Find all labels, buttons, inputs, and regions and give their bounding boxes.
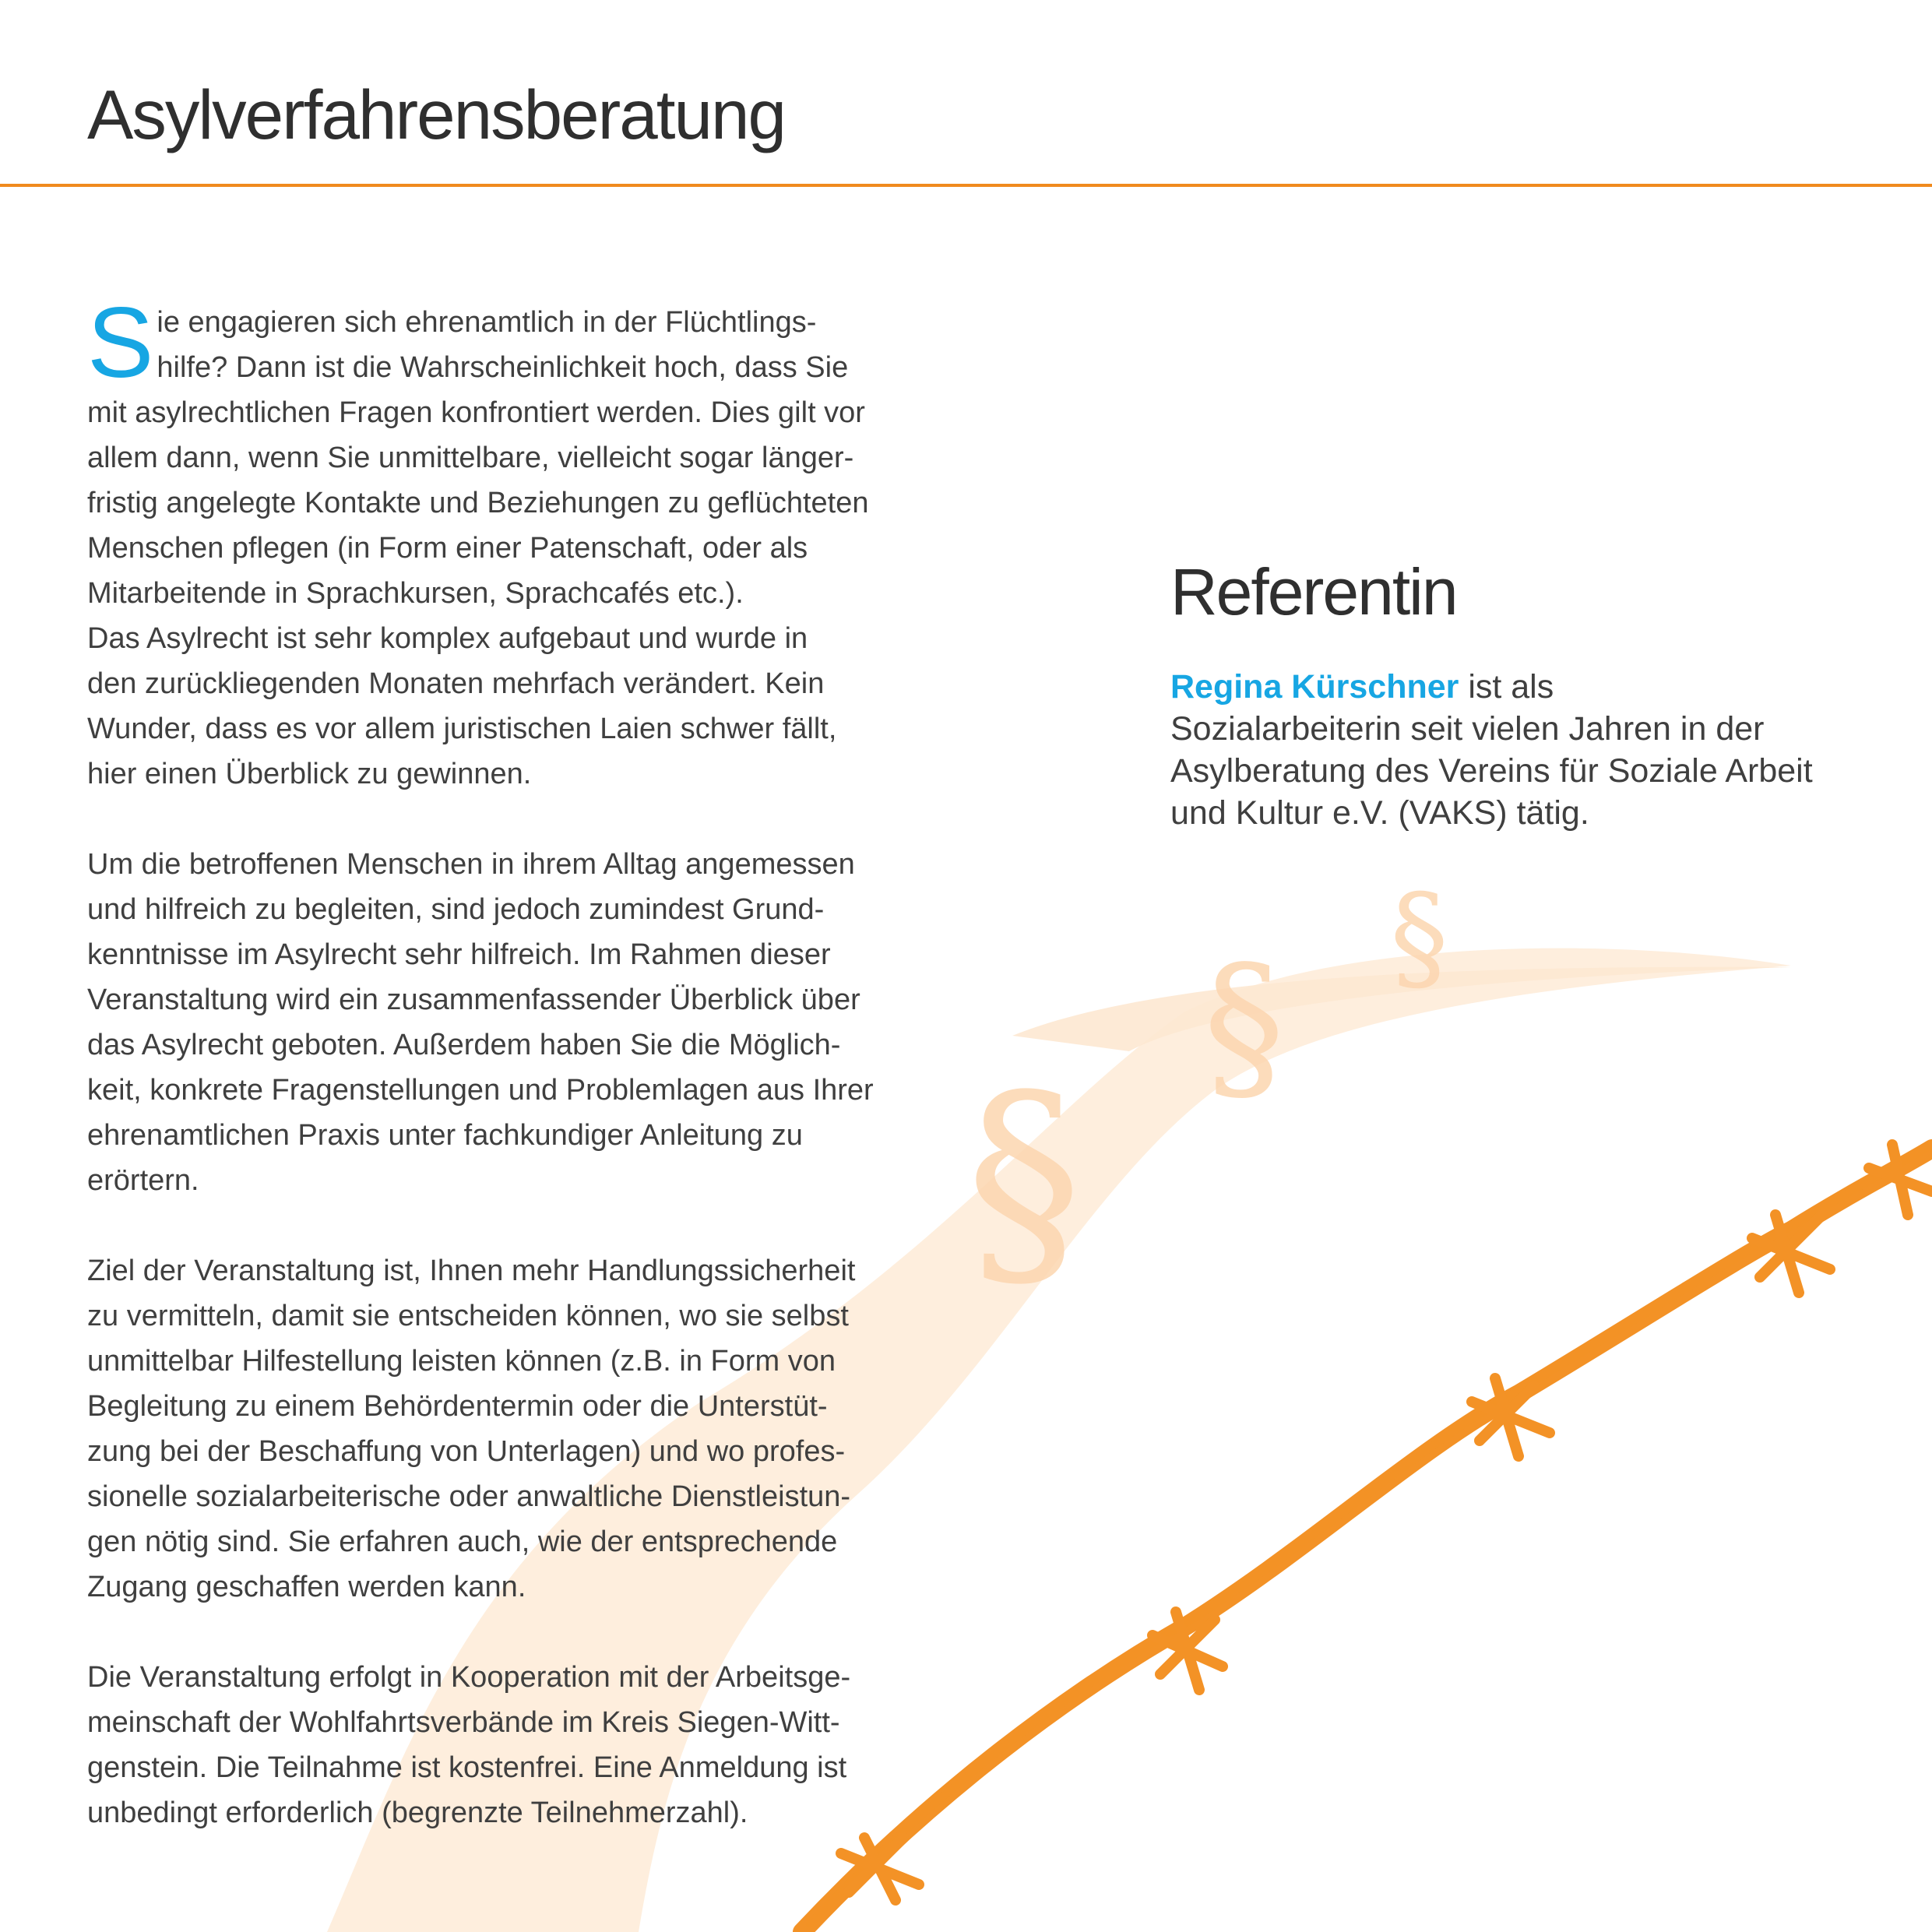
referent-heading: Referentin xyxy=(1170,555,1457,628)
intro-paragraph xyxy=(87,287,975,797)
intro-paragraph-text: ie engagieren sich ehrenamtlich in der Flüchtlings- hilfe? Dann ist die Wahrscheinlichkeit hoch, dass Sie mit asylrechtlichen Fragen konfrontiert werden. Dies gilt vor allem dann, wenn Sie unmittelbare, vielleicht sogar länger- fristig angelegte Kontakte und Beziehungen zu geflüchteten Menschen pflegen (in Form einer Patenschaft, oder als Mitarbeitende in Sprachkursen, Sprachcafés etc.). Das Asylrecht ist sehr komplex aufgebaut und wurde in den zurückliegenden Monaten mehrfach verändert. Kein Wunder, dass es vor allem juristischen Laien schwer fällt, hier einen Überblick zu gewinnen. xyxy=(87,306,869,790)
page-title: Asylverfahrensberatung xyxy=(87,76,785,153)
body-paragraph-4: Die Veranstaltung erfolgt in Kooperation mit der Arbeitsge- meinschaft der Wohlfahrtsverbände im Kreis Siegen-Witt- genstein. Die Teilnahme ist kostenfrei. Eine Anmeldung ist unbedingt erforderlich (begrenzte Teilnehmerzahl). xyxy=(87,1661,851,1829)
paragraph-symbol-medium: § xyxy=(1203,931,1285,1121)
paragraph-symbol-large: § xyxy=(966,1045,1082,1317)
body-paragraph-3: Ziel der Veranstaltung ist, Ihnen mehr Handlungssicherheit zu vermitteln, damit sie entscheiden können, wo sie selbst unmittelbar Hilfestellung leisten können (z.B. in Form von Begleitung zu einem Behördentermin oder die Unterstüt- zung bei der Beschaffung von Unterlagen) und wo profes- sionelle sozialarbeiterische oder anwaltliche Dienstleistun- gen nötig sind. Sie erfahren auch, wie der entsprechende Zugang geschaffen werden kann. xyxy=(87,1255,856,1603)
paragraph-symbol-small: § xyxy=(1390,870,1448,1005)
title-divider xyxy=(0,184,1932,187)
dropcap-letter: S xyxy=(87,287,154,399)
referent-description xyxy=(1170,666,1902,834)
body-text-column xyxy=(87,287,975,1881)
referent-bio: ist als Sozialarbeiterin seit vielen Jahren in der Asylberatung des Vereins für Soziale Arbeit und Kultur e.V. (VAKS) tätig. xyxy=(1170,668,1813,832)
referent-name: Regina Kürschner xyxy=(1170,668,1459,706)
body-paragraph-2: Um die betroffenen Menschen in ihrem Alltag angemessen und hilfreich zu begleiten, sind jedoch zumindest Grund- kenntnisse im Asylrecht sehr hilfreich. Im Rahmen dieser Veranstaltung wird ein zusammenfassender Überblick über das Asylrecht geboten. Außerdem haben Sie die Möglich- keit, konkrete Fragenstellungen und Problemlagen aus Ihrer ehrenamtlichen Praxis unter fachkundiger Anleitung zu erörtern. xyxy=(87,848,874,1197)
